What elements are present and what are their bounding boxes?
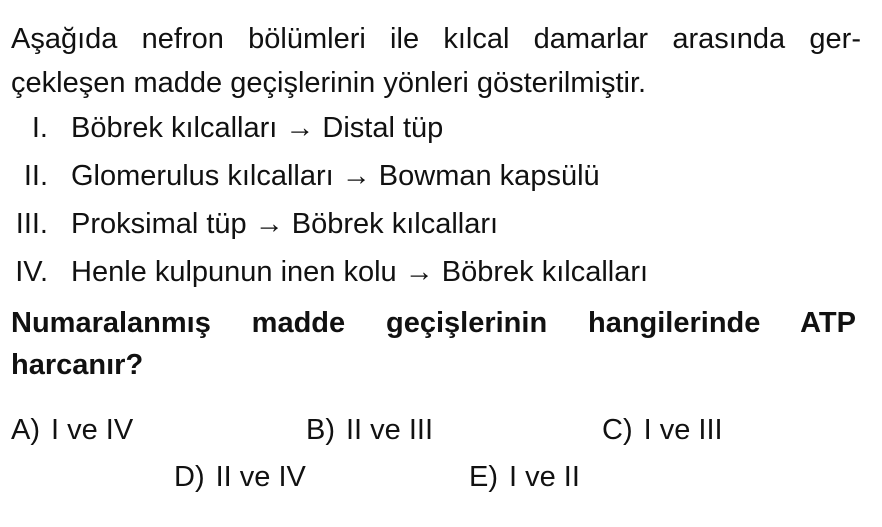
- option-text: II ve IV: [215, 461, 306, 493]
- statement-text: Henle kulpunun inen kolu → Böbrek kılcalları: [71, 256, 649, 288]
- answer-option-e[interactable]: [469, 457, 580, 497]
- statement-numeral: III.: [15, 208, 48, 240]
- statement-item-2: [0, 152, 880, 200]
- statement-text: Glomerulus kılcalları → Bowman kapsülü: [71, 160, 600, 192]
- option-letter: C): [602, 414, 633, 446]
- statement-item-1: [0, 104, 880, 152]
- option-text: I ve IV: [51, 414, 134, 446]
- statement-numeral: I.: [31, 112, 48, 144]
- answer-option-d[interactable]: [174, 457, 306, 497]
- answer-option-a[interactable]: [11, 410, 133, 450]
- statement-text: Böbrek kılcalları → Distal tüp: [71, 112, 444, 144]
- statement-item-3: [0, 200, 880, 248]
- statement-text: Proksimal tüp → Böbrek kılcalları: [71, 208, 499, 240]
- option-text: I ve III: [643, 414, 723, 446]
- option-letter: E): [469, 461, 498, 493]
- answer-option-c[interactable]: [602, 410, 723, 450]
- question-prompt: Numaralanmış madde geçişlerinin hangilerinde ATP harcanır?: [11, 307, 856, 381]
- statement-numeral: IV.: [15, 256, 48, 288]
- question-intro: Aşağıda nefron bölümleri ile kılcal damarlar arasında ger-çekleşen madde geçişlerinin yönleri gösterilmiştir.: [11, 23, 861, 99]
- option-letter: A): [11, 414, 40, 446]
- statement-item-4: [0, 248, 880, 296]
- option-letter: B): [306, 414, 335, 446]
- option-letter: D): [174, 461, 205, 493]
- statement-list: [0, 104, 880, 296]
- answer-option-b[interactable]: [306, 410, 433, 450]
- statement-numeral: II.: [23, 160, 48, 192]
- option-text: II ve III: [346, 414, 434, 446]
- option-text: I ve II: [509, 461, 580, 493]
